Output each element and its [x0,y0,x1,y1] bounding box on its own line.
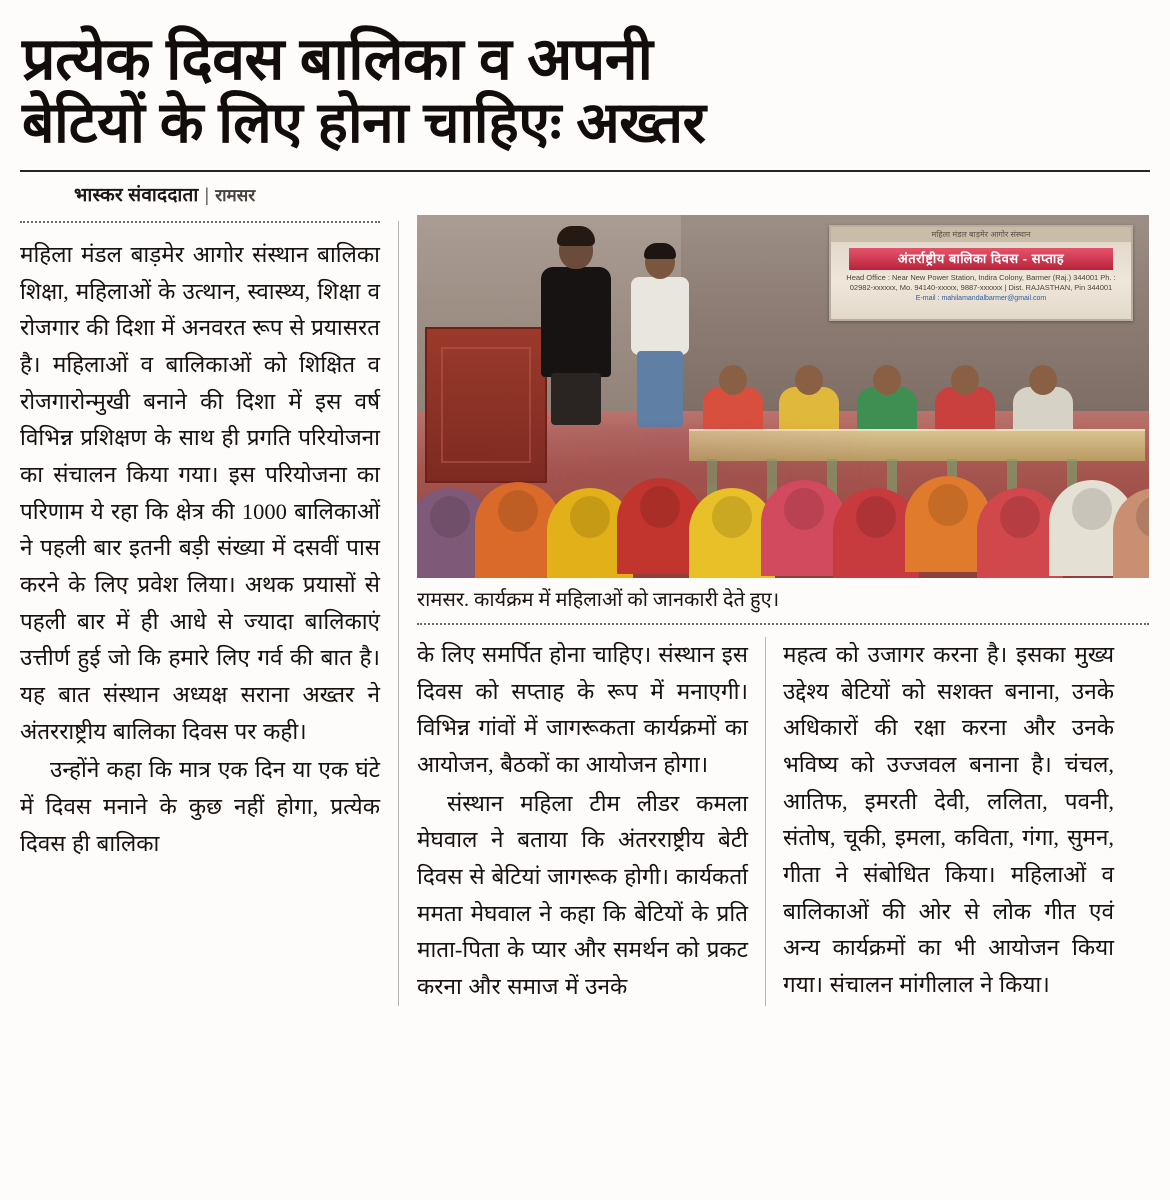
headline-line-1: प्रत्येक दिवस बालिका व अपनी [22,26,653,92]
column-one [20,215,398,1006]
paragraph: संस्थान महिला टीम लीडर कमला मेघवाल ने बताया कि अंतरराष्ट्रीय बेटी दिवस से बेटियां जागरूक होगी। कार्यकर्ता ममता मेघवाल ने कहा कि बेटियों के प्रति माता-पिता के प्यार और समर्थन को प्रकट करना और समाज में उनके [417,790,748,999]
speaker-legs [551,373,601,425]
paragraph: के लिए समर्पित होना चाहिए। संस्थान इस दिवस को सप्ताह के रूप में मनाएगी। विभिन्न गांवों में जागरूकता कार्यक्रमों का आयोजन, बैठकों का आयोजन होगा। [417,641,748,777]
banner-title: अंतर्राष्ट्रीय बालिका दिवस - सप्ताह [849,248,1113,270]
panelist-head [951,365,979,395]
audience-head [1000,496,1040,538]
audience-head [570,496,610,538]
lower-columns [417,637,1149,1006]
audience-head [712,496,752,538]
paragraph: महत्व को उजागर करना है। इसका मुख्य उद्देश्य बेटियों को सशक्त बनाना, उनके अधिकारों की रक्षा करना और उनके भविष्य को उज्जवल बनाना है। चंचल, आतिफ, इमरती देवी, ललिता, पवनी, संतोष, चूकी, इमला, कविता, गंगा, सुमन, गीता ने संबोधित किया। महिलाओं व बालिकाओं की ओर से लोक गीत एवं अन्य कार्यक्रमों का भी आयोजन किया गया। संचालन मांगीलाल ने किया। [783,641,1114,997]
panelist [935,365,995,435]
banner-org-line: महिला मंडल बाड़मेर आगोर संस्थान [831,227,1131,242]
panelist [779,365,839,435]
right-region [399,215,1149,1006]
paragraph: उन्होंने कहा कि मात्र एक दिन या एक घंटे में दिवस मनाने के कुछ नहीं होगा, प्रत्येक दिवस ही बालिका [20,757,380,856]
byline-author: भास्कर संवाददाता [74,184,199,206]
panelist [857,365,917,435]
audience-head [928,484,968,526]
event-photo [417,215,1149,578]
column-two [417,637,765,1006]
audience-head [1136,496,1149,538]
page-title [0,0,1170,156]
paragraph: महिला मंडल बाड़मेर आगोर संस्थान बालिका शिक्षा, महिलाओं के उत्थान, स्वास्थ्य, शिक्षा व रोजगार की दिशा में अनवरत रूप से प्रयासरत है। महिलाओं व बालिकाओं को शिक्षित व रोजगारोन्मुखी बनाने की दिशा में इस वर्ष विभिन्न प्रशिक्षण के साथ ही प्रगति परियोजना का संचालन किया गया। इस परियोजना का परिणाम ये रहा कि क्षेत्र की 1000 बालिकाओं ने पहली बार इतनी बड़ी संख्या में दसवीं पास करने के लिए प्रवेश लिया। अथक प्रयासों से पहली बार में ही आधे से ज्यादा बालिकाएं उत्तीर्ण हुई जो कि हमारे लिए गर्व की बात है। यह बात संस्थान अध्यक्ष सराना अख्तर ने अंतरराष्ट्रीय बालिका दिवस पर कही। [20,241,380,744]
event-banner [829,225,1133,321]
panelist-head [719,365,747,395]
audience-head [498,490,538,532]
panelist-head [795,365,823,395]
photo-caption: रामसर. कार्यक्रम में महिलाओं को जानकारी देते हुए। [417,588,780,611]
head-table [689,429,1145,461]
headline-divider [20,170,1150,172]
audience-head [430,496,470,538]
banner-email: E-mail : mahilamandalbarmer@gmail.com [915,295,1047,303]
photo-block [417,215,1149,625]
audience-head [856,496,896,538]
audience-head [784,488,824,530]
speaker-torso [541,267,611,377]
column-one-top-rule [20,221,380,223]
byline [74,181,1170,207]
banner-address: Head Office : Near New Power Station, Indira Colony, Barmer (Raj.) 344001 Ph. : 02982-xxxxxx, Mo. 94140-xxxxx, 9887-xxxxxx | Dist. RAJASTHAN, Pin 344001 [846,272,1116,293]
headline-line-2: बेटियों के लिए होना चाहिएः अख्तर [22,91,706,156]
byline-place: रामसर [215,185,256,205]
audience-head [1072,488,1112,530]
caption-divider [417,623,1149,625]
byline-separator: | [204,184,210,205]
panelist [1013,365,1073,435]
panelist [703,365,763,435]
podium [425,327,547,483]
assistant-jeans [637,351,683,427]
panelist-head [873,365,901,395]
article-body [0,215,1170,1006]
speaker-hair [557,226,595,246]
speaker-figure [537,229,615,419]
assistant-shirt [631,277,689,355]
assistant-hair [644,243,676,259]
audience-head [640,486,680,528]
assistant-figure [629,245,691,425]
column-three [766,637,1114,1006]
panelist-head [1029,365,1057,395]
